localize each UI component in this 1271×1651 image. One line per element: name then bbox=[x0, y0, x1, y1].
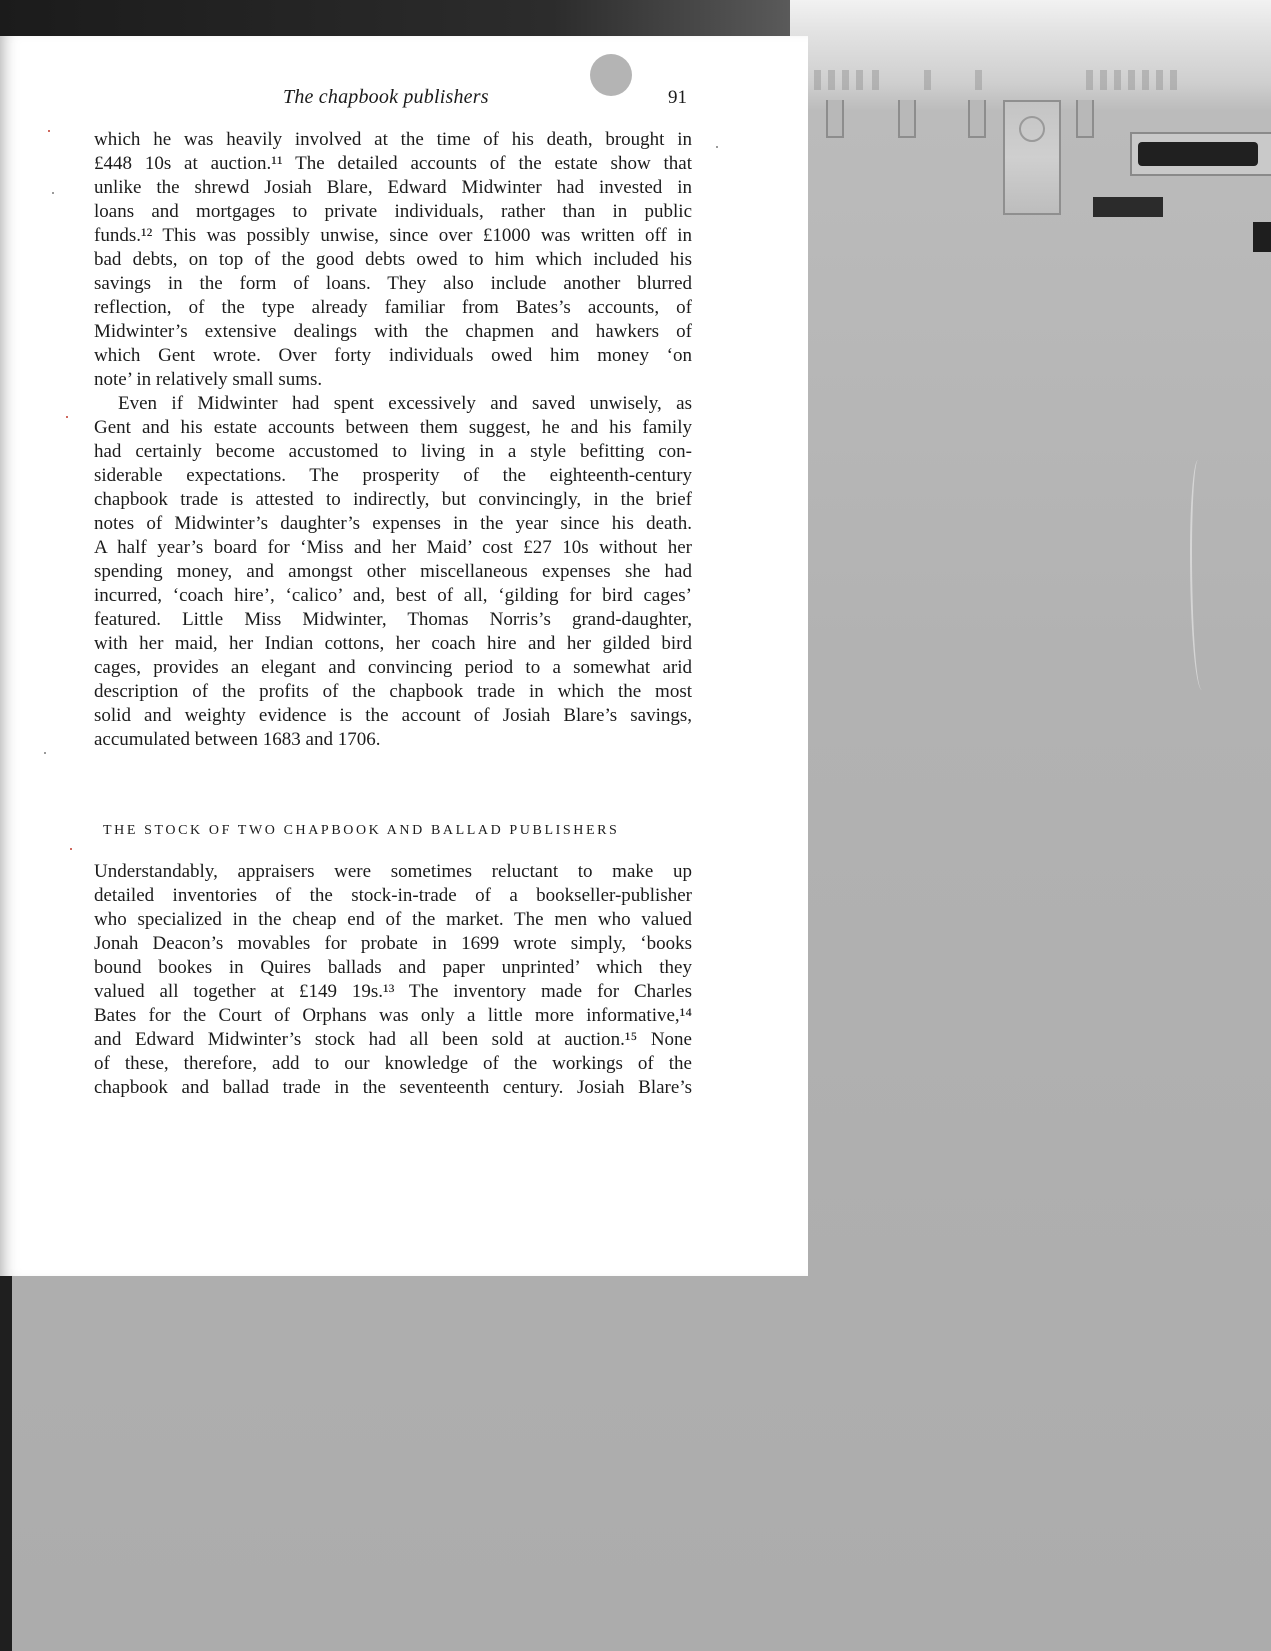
scanner-left-edge bbox=[0, 1270, 12, 1651]
section-line: who specialized in the cheap end of the market. The men who valued bbox=[94, 909, 692, 930]
roller-core bbox=[1138, 142, 1258, 166]
body-line: Even if Midwinter had spent excessively and saved unwisely, as bbox=[118, 393, 692, 414]
body-line: accumulated between 1683 and 1706. bbox=[94, 729, 381, 750]
body-line: notes of Midwinter’s daughter’s expenses in the year since his death. bbox=[94, 513, 692, 534]
scan-speck bbox=[66, 416, 68, 418]
running-head: The chapbook publishers bbox=[283, 86, 489, 108]
page-number: 91 bbox=[668, 87, 687, 108]
rail-slot bbox=[1128, 70, 1135, 90]
rail-clip bbox=[1076, 100, 1094, 138]
section-line: Understandably, appraisers were sometimes reluctant to make up bbox=[94, 861, 692, 882]
rail-slot bbox=[1170, 70, 1177, 90]
body-line: reflection, of the type already familiar from Bates’s accounts, of bbox=[94, 297, 692, 318]
body-line: which he was heavily involved at the time of his death, brought in bbox=[94, 129, 692, 150]
body-line: incurred, ‘coach hire’, ‘calico’ and, best of all, ‘gilding for bird cages’ bbox=[94, 585, 692, 606]
rail-slot bbox=[856, 70, 863, 90]
rail-slot bbox=[814, 70, 821, 90]
rail-block-circle bbox=[1019, 116, 1045, 142]
section-line: of these, therefore, add to our knowledge of the workings of the bbox=[94, 1053, 692, 1074]
rail-slot bbox=[828, 70, 835, 90]
body-line: spending money, and amongst other miscellaneous expenses she had bbox=[94, 561, 692, 582]
section-heading: THE STOCK OF TWO CHAPBOOK AND BALLAD PUBLISHERS bbox=[103, 823, 620, 838]
body-line: bad debts, on top of the good debts owed to him which included his bbox=[94, 249, 692, 270]
punch-hole bbox=[590, 54, 632, 96]
body-line: loans and mortgages to private individuals, rather than in public bbox=[94, 201, 692, 222]
section-line: chapbook and ballad trade in the seventeenth century. Josiah Blare’s bbox=[94, 1077, 692, 1098]
body-line: featured. Little Miss Midwinter, Thomas Norris’s grand-daughter, bbox=[94, 609, 692, 630]
body-line: solid and weighty evidence is the account of Josiah Blare’s savings, bbox=[94, 705, 692, 726]
section-line: and Edward Midwinter’s stock had all been sold at auction.¹⁵ None bbox=[94, 1029, 692, 1050]
body-line: unlike the shrewd Josiah Blare, Edward Midwinter had invested in bbox=[94, 177, 692, 198]
section-line: Bates for the Court of Orphans was only a little more informative,¹⁴ bbox=[94, 1005, 692, 1026]
rail-slot bbox=[924, 70, 931, 90]
rail-slot bbox=[1086, 70, 1093, 90]
scanner-roller bbox=[1130, 132, 1271, 176]
rail-slot bbox=[1100, 70, 1107, 90]
scan-speck bbox=[716, 146, 718, 148]
scan-speck bbox=[44, 752, 46, 754]
rail-slot bbox=[1142, 70, 1149, 90]
body-line: description of the profits of the chapbook trade in which the most bbox=[94, 681, 692, 702]
rail-slot bbox=[1114, 70, 1121, 90]
body-line: which Gent wrote. Over forty individuals owed him money ‘on bbox=[94, 345, 692, 366]
section-line: Jonah Deacon’s movables for probate in 1699 wrote simply, ‘books bbox=[94, 933, 692, 954]
body-line: with her maid, her Indian cottons, her coach hire and her gilded bird bbox=[94, 633, 692, 654]
body-line: cages, provides an elegant and convincing period to a somewhat arid bbox=[94, 657, 692, 678]
body-line: note’ in relatively small sums. bbox=[94, 369, 323, 390]
section-line: detailed inventories of the stock-in-trade of a bookseller-publisher bbox=[94, 885, 692, 906]
scanner-lid-edge bbox=[0, 0, 790, 38]
scan-speck bbox=[52, 192, 54, 194]
section-line: bound bookes in Quires ballads and paper unprinted’ which they bbox=[94, 957, 692, 978]
scanner-slot bbox=[1093, 197, 1163, 217]
body-line: siderable expectations. The prosperity of the eighteenth-century bbox=[94, 465, 692, 486]
rail-slot bbox=[975, 70, 982, 90]
scan-speck bbox=[70, 848, 72, 850]
rail-slot bbox=[842, 70, 849, 90]
rail-slot bbox=[872, 70, 879, 90]
body-line: A half year’s board for ‘Miss and her Maid’ cost £27 10s without her bbox=[94, 537, 692, 558]
body-line: Midwinter’s extensive dealings with the chapmen and hawkers of bbox=[94, 321, 692, 342]
body-line: Gent and his estate accounts between them suggest, he and his family bbox=[94, 417, 692, 438]
body-line: chapbook trade is attested to indirectly, but convincingly, in the brief bbox=[94, 489, 692, 510]
rail-slot bbox=[1156, 70, 1163, 90]
scanner-edge-mark bbox=[1253, 222, 1271, 252]
body-line: £448 10s at auction.¹¹ The detailed accounts of the estate show that bbox=[94, 153, 692, 174]
rail-clip bbox=[826, 100, 844, 138]
scan-speck bbox=[48, 130, 50, 132]
body-line: funds.¹² This was possibly unwise, since over £1000 was written off in bbox=[94, 225, 692, 246]
rail-clip bbox=[968, 100, 986, 138]
body-line: had certainly become accustomed to living in a style befitting con- bbox=[94, 441, 692, 462]
rail-clip bbox=[898, 100, 916, 138]
book-page bbox=[0, 36, 808, 1276]
section-line: valued all together at £149 19s.¹³ The inventory made for Charles bbox=[94, 981, 692, 1002]
scanner-rail bbox=[790, 0, 1271, 110]
body-line: savings in the form of loans. They also include another blurred bbox=[94, 273, 692, 294]
rail-block bbox=[1003, 100, 1061, 215]
